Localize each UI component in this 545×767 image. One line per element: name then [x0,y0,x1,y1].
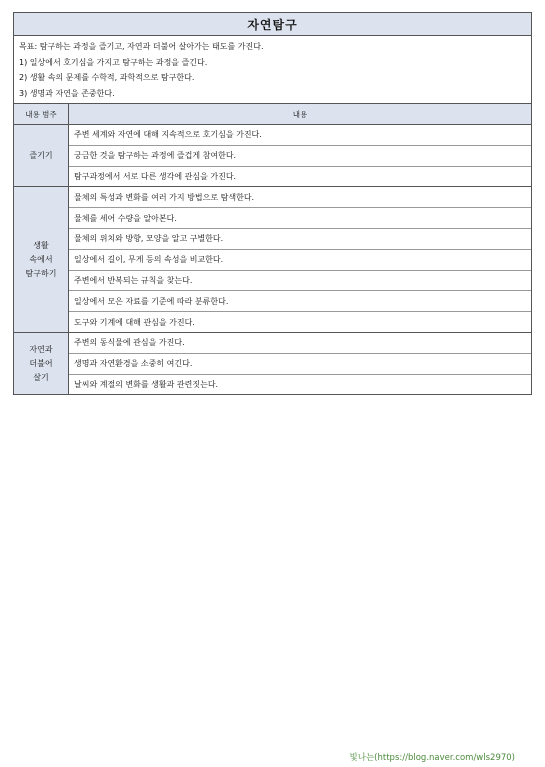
goal-section [14,36,531,104]
category-label-nature: 자연과 더불어 살기 [29,344,53,382]
header-category: 내용 범주 [14,104,69,125]
content-cell: 탐구과정에서 서로 다른 생각에 관심을 가진다. [69,166,532,187]
category-cell-explore [14,187,69,333]
category-cell-enjoy: 즐기기 [14,125,69,187]
table-row [14,187,531,208]
goal-statement: 목표: 탐구하는 과정을 즐기고, 자연과 더불어 살아가는 태도를 가진다. [19,42,264,51]
content-cell: 도구와 기계에 대해 관심을 가진다. [69,312,532,333]
table-row [14,353,531,374]
table-row [14,332,531,353]
content-cell: 일상에서 모은 자료를 기준에 따라 분류한다. [69,291,532,312]
content-cell: 주변 세계와 자연에 대해 지속적으로 호기심을 가진다. [69,125,532,146]
content-cell: 물체를 세어 수량을 알아본다. [69,208,532,229]
table-row [14,208,531,229]
content-cell: 일상에서 길이, 무게 등의 속성을 비교한다. [69,249,532,270]
content-cell: 주변의 동식물에 관심을 가진다. [69,332,532,353]
table-row [14,312,531,333]
content-cell: 날씨와 계절의 변화를 생활과 관련짓는다. [74,379,219,389]
table-row [14,125,531,146]
header-content: 내용 [69,104,532,125]
content-cell: 궁금한 것을 탐구하는 과정에 즐겁게 참여한다. [69,145,532,166]
curriculum-document [13,12,532,395]
content-table [14,104,531,394]
goal-item-2: 2) 생활 속의 문제를 수학적, 과학적으로 탐구한다. [19,73,195,82]
content-cell: 물체의 특성과 변화를 여러 가지 방법으로 탐색한다. [69,187,532,208]
content-cell: 주변에서 반복되는 규칙을 찾는다. [69,270,532,291]
table-row [14,249,531,270]
blog-credit-link[interactable]: 빛나는(https://blog.naver.com/wls2970) [349,753,515,763]
goal-item-3: 3) 생명과 자연을 존중한다. [19,88,115,98]
document-title: 자연탐구 [14,13,531,36]
table-row [14,166,531,187]
content-cell: 물체의 위치와 방향, 모양을 알고 구별한다. [69,228,532,249]
category-label-explore: 생활 속에서 탐구하기 [25,240,57,278]
table-row [14,291,531,312]
table-row [14,145,531,166]
category-cell-nature [14,332,69,394]
goal-item-1: 1) 일상에서 호기심을 가지고 탐구하는 과정을 즐긴다. [19,57,208,67]
table-row [14,270,531,291]
table-row [14,228,531,249]
content-cell: 생명과 자연환경을 소중히 여긴다. [69,353,532,374]
table-header-row [14,104,531,125]
table-row [14,374,531,394]
